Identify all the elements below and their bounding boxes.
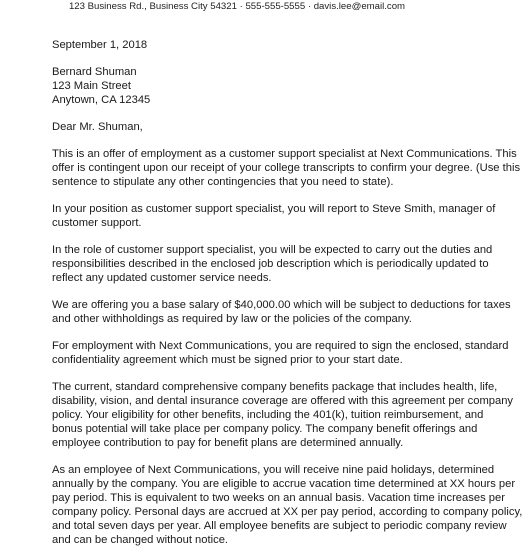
text-line: We are offering you a base salary of $40,000.00 which will be subject to deductions for taxes bbox=[52, 299, 511, 311]
text-line: bonus potential will take place per company policy. The company benefit offerings and bbox=[52, 423, 478, 435]
salutation: Dear Mr. Shuman, bbox=[52, 121, 143, 133]
text-line: confidentiality agreement which must be signed prior to your start date. bbox=[52, 354, 403, 366]
text-line: policy. Your eligibility for other benefits, including the 401(k), tuition reimbursement, and bbox=[52, 409, 484, 421]
text-line: pay period. This is equivalent to two weeks on an annual basis. Vacation time increases per bbox=[52, 492, 505, 504]
text-line: offer is contingent upon our receipt of your college transcripts to confirm your degree. (Use this bbox=[52, 162, 521, 174]
text-line: employee contribution to pay for benefit plans are determined annually. bbox=[52, 437, 404, 449]
text-line: The current, standard comprehensive company benefits package that includes health, life, bbox=[52, 381, 498, 393]
paragraph-duties bbox=[52, 243, 493, 285]
letter-date: September 1, 2018 bbox=[52, 39, 148, 51]
recipient-city: Anytown, CA 12345 bbox=[52, 94, 151, 106]
text-line: customer support. bbox=[52, 217, 142, 229]
paragraph-benefits bbox=[52, 380, 514, 450]
text-line: In the role of customer support specialist, you will be expected to carry out the duties and bbox=[52, 244, 493, 256]
recipient-address bbox=[52, 65, 468, 107]
paragraph-confidentiality bbox=[52, 339, 509, 367]
text-line: and other withholdings as required by law or the policies of the company. bbox=[52, 313, 412, 325]
text-line: For employment with Next Communications, you are required to sign the enclosed, standard bbox=[52, 340, 509, 352]
letterhead-contact: 123 Business Rd., Business City 54321 · 555-555-5555 · davis.lee@email.com bbox=[68, 1, 406, 12]
paragraph-holidays bbox=[52, 463, 522, 547]
recipient-street: 123 Main Street bbox=[52, 80, 131, 92]
text-line: This is an offer of employment as a customer support specialist at Next Communications. This bbox=[52, 148, 517, 160]
text-line: sentence to stipulate any other contingencies that you need to state). bbox=[52, 176, 394, 188]
text-line: company policy. Personal days are accrued at XX per pay period, according to company policy, bbox=[52, 506, 522, 518]
text-line: reflect any updated customer service needs. bbox=[52, 272, 272, 284]
text-line: As an employee of Next Communications, you will receive nine paid holidays, determined bbox=[52, 464, 495, 476]
text-line: In your position as customer support specialist, you will report to Steve Smith, manager of bbox=[52, 203, 496, 215]
recipient-name: Bernard Shuman bbox=[52, 66, 137, 78]
text-line: disability, vision, and dental insurance coverage are offered with this agreement per company bbox=[52, 395, 514, 407]
paragraph-offer bbox=[52, 147, 521, 189]
text-line: and can be changed without notice. bbox=[52, 534, 229, 546]
letter-body bbox=[52, 38, 522, 547]
text-line: annually by the company. You are eligible to accrue vacation time determined at XX hours per bbox=[52, 478, 516, 490]
paragraph-salary bbox=[52, 298, 511, 326]
text-line: responsibilities described in the enclosed job description which is periodically updated to bbox=[52, 258, 489, 270]
paragraph-reporting bbox=[52, 202, 496, 230]
text-line: and total seven days per year. All employee benefits are subject to periodic company review bbox=[52, 520, 507, 532]
